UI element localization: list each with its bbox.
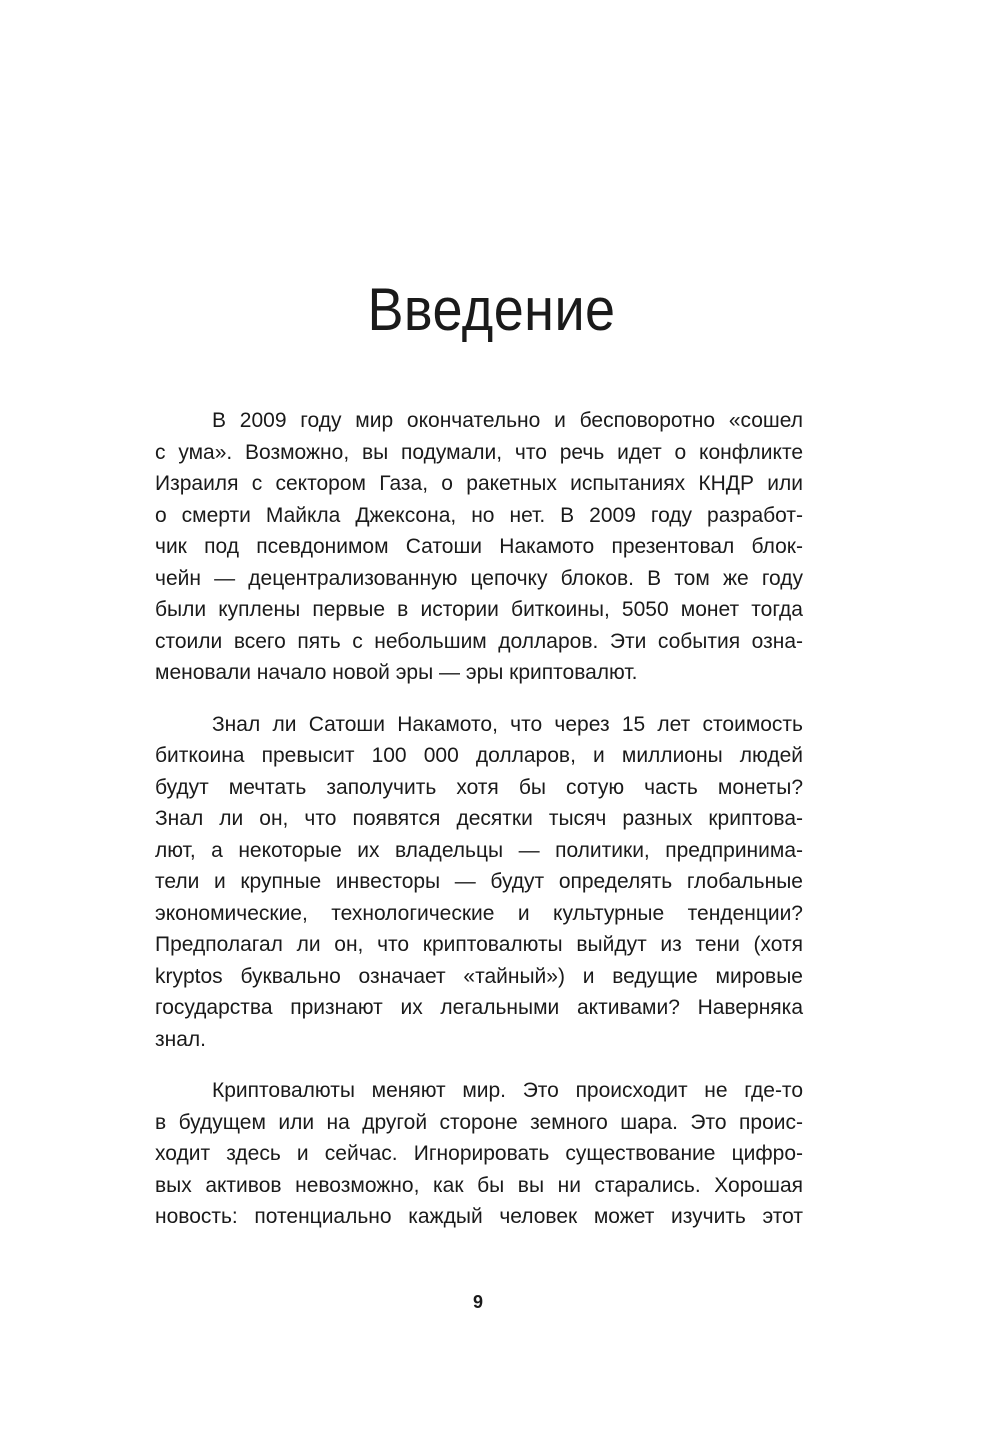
text-line: Криптовалюты меняют мир. Это происходит не где-то bbox=[212, 1079, 803, 1102]
text-line: Предполагал ли он, что криптовалюты выйдут из тени (хотя bbox=[155, 933, 803, 956]
text-line: Израиля с сектором Газа, о ракетных испытаниях КНДР или bbox=[155, 472, 803, 495]
text-line: Знал ли он, что появятся десятки тысяч разных криптова- bbox=[155, 807, 803, 830]
text-line: лют, а некоторые их владельцы — политики, предпринима- bbox=[155, 838, 803, 862]
text-line: с ума». Возможно, вы подумали, что речь идет о конфликте bbox=[155, 440, 803, 464]
text-line: биткоина превысит 100 000 долларов, и миллионы людей bbox=[155, 744, 803, 767]
text-line: меновали начало новой эры — эры криптовалют. bbox=[155, 661, 638, 684]
text-line: Знал ли Сатоши Накамото, что через 15 лет стоимость bbox=[212, 712, 803, 736]
text-line: новость: потенциально каждый человек может изучить этот bbox=[155, 1205, 803, 1228]
paragraph-3 bbox=[155, 1075, 803, 1233]
text-line: государства признают их легальными активами? Наверняка bbox=[155, 996, 803, 1019]
text-line: будут мечтать заполучить хотя бы сотую часть монеты? bbox=[155, 775, 803, 799]
text-line: в будущем или на другой стороне земного шара. Это проис- bbox=[155, 1110, 803, 1134]
text-line: вых активов невозможно, как бы вы ни старались. Хорошая bbox=[155, 1173, 803, 1197]
text-line: kryptos буквально означает «тайный») и ведущие мировые bbox=[155, 964, 803, 988]
chapter-body bbox=[155, 405, 803, 1233]
text-line: знал. bbox=[155, 1027, 206, 1051]
text-line: чейн — децентрализованную цепочку блоков. В том же году bbox=[155, 566, 803, 590]
paragraph-1 bbox=[155, 405, 803, 689]
text-line: В 2009 году мир окончательно и бесповоротно «сошел bbox=[212, 409, 803, 432]
page-number: 9 bbox=[472, 1292, 483, 1312]
text-line: чик под псевдонимом Сатоши Накамото презентовал блок- bbox=[155, 535, 803, 558]
text-line: стоили всего пять с небольшим долларов. Эти события озна- bbox=[155, 629, 803, 653]
paragraph-2 bbox=[155, 709, 803, 1056]
text-line: о смерти Майкла Джексона, но нет. В 2009 году разработ- bbox=[155, 503, 803, 527]
text-line: ходит здесь и сейчас. Игнорировать существование цифро- bbox=[155, 1142, 803, 1165]
text-line: тели и крупные инвесторы — будут определять глобальные bbox=[155, 870, 803, 893]
chapter-title: Введение bbox=[367, 276, 616, 343]
text-line: экономические, технологические и культурные тенденции? bbox=[155, 901, 803, 925]
text-line: были куплены первые в истории биткоины, 5050 монет тогда bbox=[155, 598, 803, 621]
